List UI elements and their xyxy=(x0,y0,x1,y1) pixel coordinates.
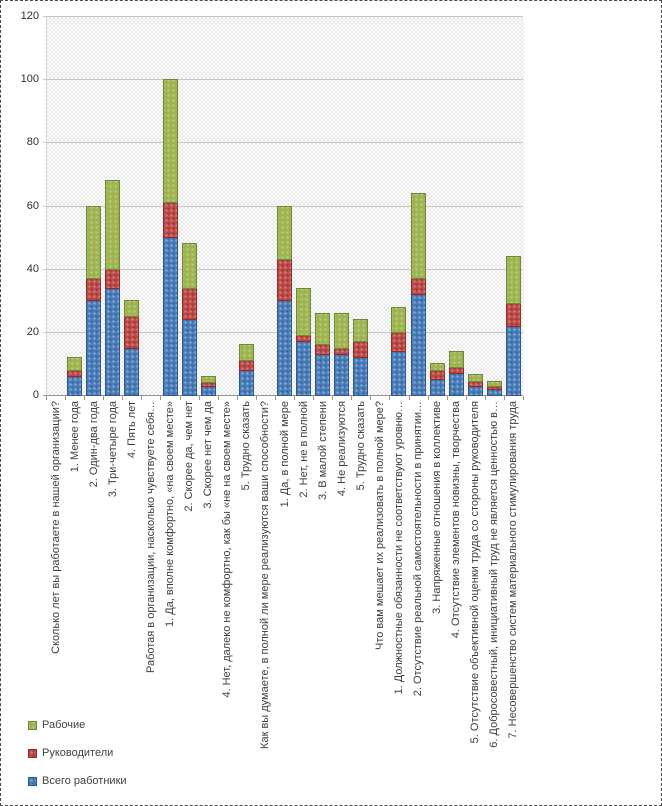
x-axis-tick xyxy=(103,396,104,400)
x-category-label: 3. Напряженные отношения в коллективе xyxy=(431,401,444,614)
bar-segment xyxy=(163,79,178,203)
x-axis-tick xyxy=(504,396,505,400)
bar-segment xyxy=(67,370,82,377)
x-axis-tick xyxy=(275,396,276,400)
bar-segment xyxy=(296,335,311,342)
bar-segment xyxy=(506,326,521,396)
bar-segment xyxy=(67,357,82,371)
x-category-label: Как вы думаете, в полной ли мере реализуются ваши способности? xyxy=(259,401,272,749)
bar-segment xyxy=(315,354,330,396)
x-category-label: 1. Должностные обязанности не соответствуют уровню… xyxy=(392,401,405,695)
x-axis-tick xyxy=(447,396,448,400)
bar-segment xyxy=(105,288,120,396)
x-axis-tick xyxy=(409,396,410,400)
x-axis-tick xyxy=(523,396,524,400)
x-axis-tick xyxy=(141,396,142,400)
legend-swatch-icon xyxy=(28,777,37,786)
x-category-label: 1. Да, вполне комфортно, «на своем месте» xyxy=(164,401,177,628)
bar-segment xyxy=(86,300,101,396)
bar-segment xyxy=(391,307,406,333)
bar-segment xyxy=(334,313,349,349)
bar-segment xyxy=(468,374,483,381)
gridline xyxy=(43,142,523,143)
x-category-label: 2. Нет, не в полной xyxy=(297,401,310,498)
bar-segment xyxy=(449,351,464,368)
x-axis-tick xyxy=(332,396,333,400)
bar-segment xyxy=(86,206,101,280)
bar-segment xyxy=(239,344,254,361)
bar-segment xyxy=(239,370,254,396)
y-axis-tick-label: 120 xyxy=(20,10,39,22)
bar-segment xyxy=(201,376,216,383)
bar-segment xyxy=(449,367,464,374)
bar-segment xyxy=(86,278,101,301)
x-axis-tick xyxy=(84,396,85,400)
x-category-label: 1. Да, в полной мере xyxy=(278,401,291,508)
x-category-label: 2. Отсутствие реальной самостоятельности в принятии… xyxy=(412,401,425,697)
x-axis-tick xyxy=(218,396,219,400)
x-category-label: 5. Трудно сказать xyxy=(354,401,367,491)
bar-segment xyxy=(334,348,349,355)
x-category-label: 4. Отсутствие элементов новизны, творчества xyxy=(450,401,463,639)
x-category-label: 4. Нет, далеко не комфортно, как бы «не на своем месте» xyxy=(221,401,234,698)
bar-segment xyxy=(411,193,426,279)
y-axis-tick-label: 20 xyxy=(26,325,39,338)
legend-item xyxy=(28,747,127,760)
bar-segment xyxy=(468,386,483,396)
legend-label: Всего работники xyxy=(42,775,127,787)
legend-item xyxy=(28,719,127,732)
gridline xyxy=(43,16,523,17)
bar-segment xyxy=(277,206,292,261)
bar-segment xyxy=(182,288,197,321)
bar-segment xyxy=(105,269,120,289)
x-axis-tick xyxy=(256,396,257,400)
legend xyxy=(28,719,127,788)
bar-segment xyxy=(277,300,292,396)
x-category-label: 3. Три-четыре года xyxy=(106,401,119,498)
x-axis-tick xyxy=(160,396,161,400)
bar-segment xyxy=(277,259,292,301)
x-category-label: Сколько лет вы работаете в нашей организации? xyxy=(49,401,62,654)
y-axis-tick-label: 60 xyxy=(26,199,39,212)
bar-segment xyxy=(124,300,139,317)
legend-label: Руководители xyxy=(42,747,114,759)
x-category-label: 4. Пять лет xyxy=(125,401,138,459)
y-axis-tick-label: 0 xyxy=(32,389,39,401)
bar-segment xyxy=(105,180,120,269)
x-axis-tick xyxy=(389,396,390,400)
bar-segment xyxy=(124,348,139,396)
x-category-label: Что вам мешает их реализовать в полной мере? xyxy=(373,401,386,650)
x-axis-tick xyxy=(294,396,295,400)
bar-segment xyxy=(411,278,426,295)
bar-segment xyxy=(487,381,502,387)
bar-segment xyxy=(449,373,464,396)
x-axis-tick xyxy=(65,396,66,400)
x-category-label: 5. Трудно сказать xyxy=(240,401,253,491)
bar-segment xyxy=(182,243,197,288)
bar-segment xyxy=(67,376,82,396)
x-category-label: 6. Добросовестный, инициативный труд не является ценностью в… xyxy=(488,401,501,748)
x-category-label: 1. Менее года xyxy=(68,401,81,473)
bar-segment xyxy=(430,363,445,370)
bar-segment xyxy=(163,237,178,396)
bar-segment xyxy=(201,386,216,396)
x-axis-tick xyxy=(370,396,371,400)
legend-swatch-icon xyxy=(28,749,37,758)
bar-segment xyxy=(353,319,368,342)
bar-segment xyxy=(487,389,502,396)
x-axis-tick xyxy=(237,396,238,400)
gridline xyxy=(43,79,523,80)
x-category-label: 3. Скорее нет чем да xyxy=(202,401,215,509)
x-axis-tick xyxy=(351,396,352,400)
x-category-label: 5. Отсутствие объективной оценки труда со стороны руководителя xyxy=(469,401,482,744)
bar-segment xyxy=(315,344,330,354)
y-axis-tick-label: 100 xyxy=(20,73,39,86)
x-axis-tick xyxy=(485,396,486,400)
bar-segment xyxy=(315,313,330,346)
bar-segment xyxy=(353,357,368,396)
x-category-label: 7. Несовершенство систем материального стимулирования труда xyxy=(507,401,520,739)
legend-item xyxy=(28,775,127,788)
bar-segment xyxy=(430,370,445,380)
bar-segment xyxy=(506,303,521,326)
bar-segment xyxy=(391,351,406,396)
x-category-label: 4. Не реализуются xyxy=(335,401,348,497)
bar-segment xyxy=(391,332,406,352)
x-axis-tick xyxy=(122,396,123,400)
bar-segment xyxy=(411,294,426,396)
y-axis-tick-label: 40 xyxy=(26,262,39,275)
bar-segment xyxy=(182,319,197,396)
bar-segment xyxy=(163,202,178,238)
x-category-label: 3. В малой степени xyxy=(316,401,329,500)
x-axis-tick xyxy=(428,396,429,400)
x-category-label: 2. Один-два года xyxy=(87,401,100,488)
x-category-label: 2. Скорее да, чем нет xyxy=(183,401,196,512)
x-axis-tick xyxy=(46,396,47,400)
y-axis-tick-label: 80 xyxy=(26,136,39,149)
x-axis-tick xyxy=(180,396,181,400)
bar-segment xyxy=(124,316,139,349)
x-category-label: Работая в организации, насколько чувствуете себя… xyxy=(144,401,157,673)
legend-swatch-icon xyxy=(28,721,37,730)
bar-segment xyxy=(430,379,445,396)
bar-segment xyxy=(239,360,254,370)
bar-segment xyxy=(353,341,368,358)
bar-segment xyxy=(506,256,521,304)
bar-segment xyxy=(334,354,349,396)
bar-segment xyxy=(296,288,311,336)
x-axis-tick xyxy=(199,396,200,400)
legend-label: Рабочие xyxy=(42,719,86,731)
x-axis-tick xyxy=(466,396,467,400)
bar-segment xyxy=(296,341,311,396)
x-axis-tick xyxy=(313,396,314,400)
